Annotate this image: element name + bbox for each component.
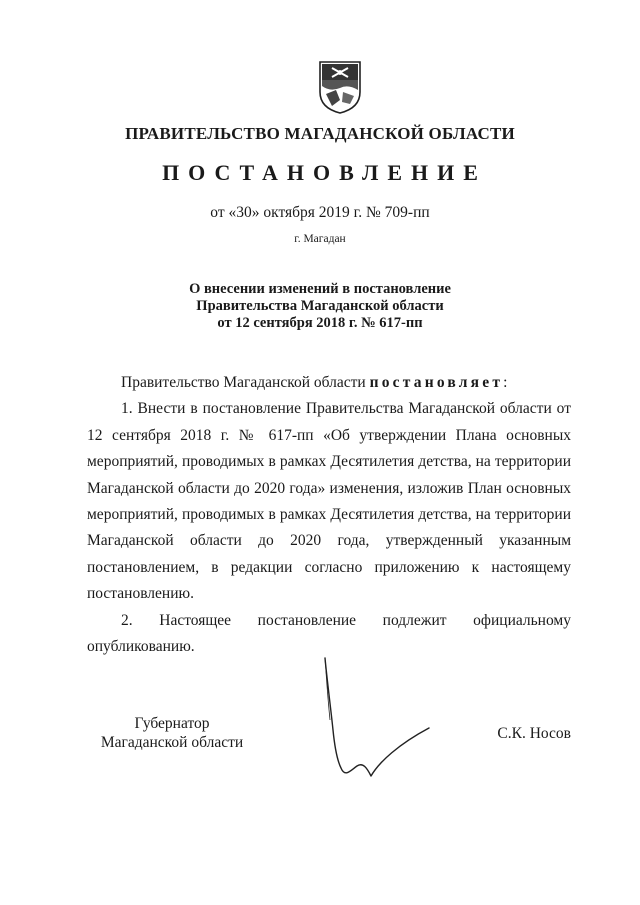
preamble-resolves: постановляет — [369, 374, 504, 391]
document-date-number: от «30» октября 2019 г. № 709-пп — [210, 204, 430, 221]
subject-line-2: Правительства Магаданской области — [196, 298, 444, 314]
document-city: г. Магадан — [294, 233, 346, 245]
position-line-1: Губернатор — [134, 715, 210, 732]
preamble — [87, 370, 571, 396]
paragraph-2: 2. Настоящее постановление подлежит официальному — [121, 611, 571, 629]
subject-line-3: от 12 сентября 2018 г. № 617-пп — [217, 315, 423, 331]
paragraph-1: 1. Внести в постановление Правительства Магаданской области от 12 сентября 2018 г. № 617-пп «Об утверждении Плана основных мероприятий, проводимых в рамках Десятилетия детства, на территории Магаданской области до 2020 года» изменения, изложив План основных мероприятий, проводимых в рамках Десятилетия детства, на территории Магаданской области до 2020 года, утвержденный указанным постановлением, в редакции согласно приложению к настоящему постановлению. — [87, 400, 571, 603]
position-line-2: Магаданской области — [100, 734, 244, 751]
coat-of-arms-icon — [318, 60, 362, 114]
signatory-position — [87, 714, 257, 752]
preamble-colon: : — [503, 374, 508, 391]
document-type: ПОСТАНОВЛЕНИЕ — [162, 160, 487, 185]
subject-line-1: О внесении изменений в постановление — [189, 281, 451, 297]
handwritten-signature — [305, 650, 445, 790]
government-title: ПРАВИТЕЛЬСТВО МАГАДАНСКОЙ ОБЛАСТИ — [125, 124, 515, 143]
document-subject — [0, 281, 640, 332]
document-body — [87, 370, 571, 660]
signatory-name: С.К. Носов — [497, 725, 571, 742]
paragraph-2-end: опубликованию. — [87, 638, 195, 656]
preamble-text: Правительство Магаданской области — [121, 374, 370, 391]
